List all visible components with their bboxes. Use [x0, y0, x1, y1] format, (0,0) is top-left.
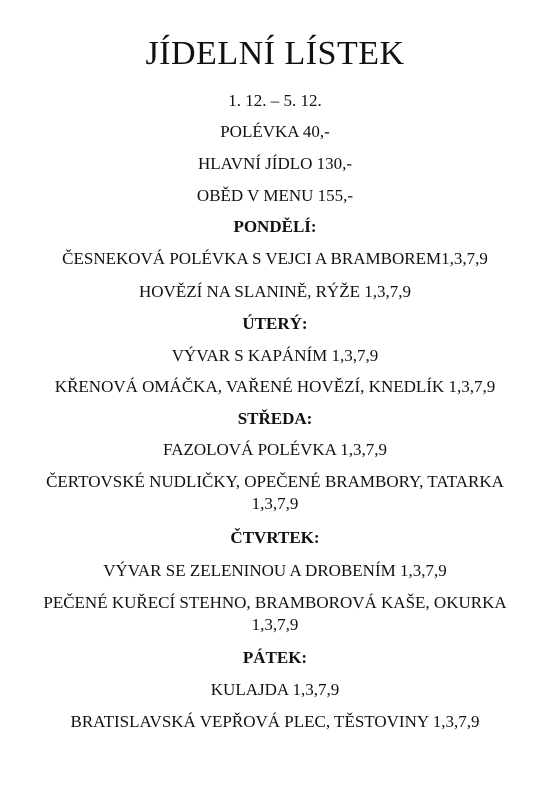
price-main: HLAVNÍ JÍDLO 130,-: [197, 154, 353, 173]
day-heading-tuesday: ÚTERÝ:: [242, 314, 308, 333]
date-range: 1. 12. – 5. 12.: [228, 91, 322, 110]
wednesday-main: ČERTOVSKÉ NUDLIČKY, OPEČENÉ BRAMBORY, TATARKA 1,3,7,9: [46, 472, 504, 513]
monday-soup: ČESNEKOVÁ POLÉVKA S VEJCI A BRAMBOREM1,3,7,9: [62, 249, 488, 268]
friday-soup: KULAJDA 1,3,7,9: [210, 680, 340, 699]
day-heading-monday: PONDĚLÍ:: [233, 217, 317, 236]
thursday-soup: VÝVAR SE ZELENINOU A DROBENÍM 1,3,7,9: [103, 561, 447, 580]
day-heading-friday: PÁTEK:: [242, 648, 308, 667]
monday-main: HOVĚZÍ NA SLANINĚ, RÝŽE 1,3,7,9: [139, 282, 411, 301]
price-soup: POLÉVKA 40,-: [220, 122, 330, 141]
day-heading-thursday: ČTVRTEK:: [230, 528, 320, 547]
tuesday-main: KŘENOVÁ OMÁČKA, VAŘENÉ HOVĚZÍ, KNEDLÍK 1,3,7,9: [54, 377, 496, 396]
friday-main: BRATISLAVSKÁ VEPŘOVÁ PLEC, TĚSTOVINY 1,3,7,9: [70, 712, 480, 731]
wednesday-soup: FAZOLOVÁ POLÉVKA 1,3,7,9: [163, 440, 387, 459]
thursday-main: PEČENÉ KUŘECÍ STEHNO, BRAMBOROVÁ KAŠE, OKURKA 1,3,7,9: [43, 593, 507, 634]
price-lunch-menu: OBĚD V MENU 155,-: [196, 186, 354, 205]
menu-title: JÍDELNÍ LÍSTEK: [145, 35, 405, 72]
day-heading-wednesday: STŘEDA:: [237, 409, 313, 428]
tuesday-soup: VÝVAR S KAPÁNÍM 1,3,7,9: [171, 346, 379, 365]
